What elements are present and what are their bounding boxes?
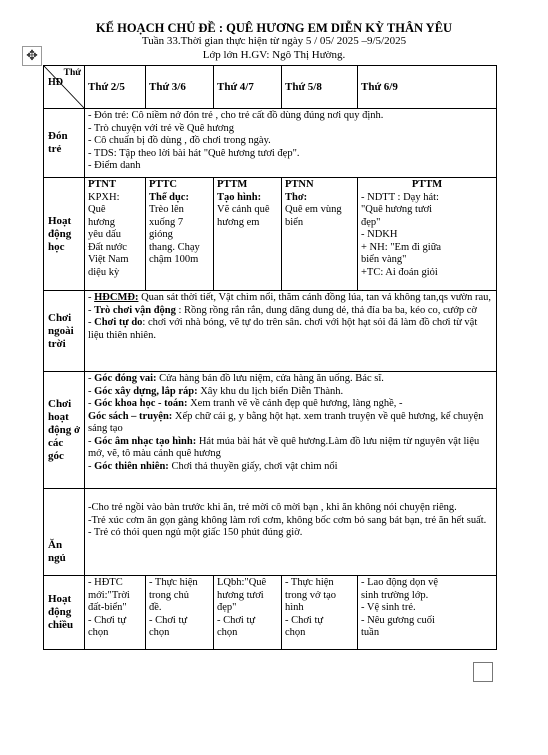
corner-item-text: Xếp chữ cái g, y bằng hột hạt. xem tranh truyện về quê hương, kể chuyện sáng tạo [88,410,484,434]
text-line: Việt Nam [88,254,129,265]
text-line: - NDKH [361,229,398,240]
row-label-hoat-dong-chieu: Hoạt động chiều [44,576,85,650]
text-line: - Lao động dọn vệ [361,577,438,588]
text-line: hình [285,602,304,613]
text-line: đất-biển" [88,602,127,613]
row-an-ngu [44,489,497,576]
corner-item-text: Xem tranh vẽ về cảnh đẹp quê hương, làng nghề, - [187,398,403,409]
corner-bottom-label: HĐ [48,77,63,88]
text-line: "Quê hương tươi [361,204,433,215]
corner-cell [44,66,85,109]
text-line: - Đón trẻ: Cô niềm nở đón trẻ , cho trẻ cất đồ dùng đúng nơi quy định. [88,110,384,121]
text-line: - Trẻ có thói quen ngủ một giấc 150 phút đúng giờ. [88,527,303,538]
text-line: Quê [88,204,106,215]
corner-item-text: Xây khu du lịch biển Diễn Thành. [197,385,344,397]
row-label-choi-ngoai-troi: Chơi ngoài trời [44,291,85,372]
text-line: - TDS: Tập theo lời bài hát "Quê hương tươi đẹp". [88,147,300,159]
text-line: - Cô chuẩn bị đồ dùng , đồ chơi trong ngày. [88,135,271,146]
day-header-tue: Thứ 3/6 [146,66,214,109]
hdh-cell-fri [358,178,497,291]
plan-table [43,65,497,650]
corner-item: - Góc khoa học - toán: Xem tranh vẽ về cảnh đẹp quê hương, làng nghề, - [88,398,403,409]
subject-sub: Thể dục: [149,191,189,203]
row-choi-ngoai-troi [44,291,497,372]
text-line: +TC: Ai đoán giỏi [361,266,438,278]
choi-ngoai-troi-content [85,291,497,372]
chieu-cell-mon [85,576,146,650]
text-line: - Chơi tự [285,614,324,626]
an-ngu-content [85,489,497,576]
text-line: Vẽ cảnh quê [217,204,270,215]
hdcmd-line: - HĐCMĐ: Quan sát thời tiết, Vật chìm nổi, thăm cánh đồng lúa, tan vả không tan,qs vườn rau, [88,292,491,303]
text-line: trong vở tạo [285,589,337,601]
text-line: đẹp" [361,216,381,228]
text-line: gióng [149,229,173,240]
subject-code: PTTM [411,179,443,190]
text-line: LQbh:"Quê [217,577,267,588]
text-line: -Cho trẻ ngồi vào bàn trước khi ăn, trẻ mời cô mời bạn , khi ăn không nói chuyện riêng. [88,502,457,513]
hdcmd-text: Quan sát thời tiết, Vật chìm nổi, thăm cánh đồng lúa, tan vả không tan,qs vườn rau, [138,292,491,303]
chieu-cell-wed [214,576,282,650]
corner-item-text: Cửa hàng bán đồ lưu niệm, cửa hàng ăn uống. Bác sĩ. [156,373,384,384]
text-line: - Thực hiện [285,577,334,588]
corner-item: - Góc thiên nhiên: Chơi thả thuyền giấy, chơi vật chìm nổi [88,460,338,472]
text-line: tuần [361,627,380,638]
text-line: hương tươi [217,589,264,601]
choi-goc-content [85,372,497,489]
corner-item: - Góc xây dựng, lắp ráp: Xây khu du lịch biển Diễn Thành. [88,385,344,397]
ctd-label: Chơi tự do [94,317,143,328]
corner-item-label: Góc đóng vai: [94,373,157,384]
chieu-cell-tue [146,576,214,650]
corner-item-text: Chơi thả thuyền giấy, chơi vật chìm nổi [168,460,338,472]
text-line: hương [88,216,115,228]
table-resize-handle[interactable] [473,662,493,682]
day-header-thu: Thứ 5/8 [282,66,358,109]
table-header-row [44,66,497,109]
day-header-fri: Thứ 6/9 [358,66,497,109]
corner-item-text: Hát múa bài hát về quê hương.Làm đồ lưu niệm từ nguyên vật liệu mở, vẽ, tô màu cảnh quê hương [88,435,480,459]
text-line: - HĐTC [88,577,123,588]
chieu-cell-fri [358,576,497,650]
subject-code: PTNN [285,179,314,190]
corner-item [88,411,493,436]
text-line: - Điểm danh [88,160,141,171]
text-line: - Chơi tự [149,614,188,626]
text-line: xuống 7 [149,216,184,228]
hdh-cell-wed [214,178,282,291]
text-line: biển vàng" [361,254,407,265]
corner-item: - Góc đóng vai: Cửa hàng bán đồ lưu niệm, cửa hàng ăn uống. Bác sĩ. [88,373,384,384]
text-line: đề. [149,602,162,613]
subject-sub: Tạo hình: [217,191,262,203]
corner-item-label: Góc xây dựng, lắp ráp: [94,385,198,397]
text-line: hương em [217,216,260,228]
text-line: chậm 100m [149,254,199,265]
ctd-line: - Chơi tự do: chơi với nhà bóng, vẽ tự do trên sân. chơi với hột hạt sỏi đá làm đồ chơi từ vật liệu thiên nhiên. [88,317,478,341]
row-label-choi-goc: Chơi hoạt động ở các góc [44,372,85,489]
chieu-cell-thu [282,576,358,650]
tcvd-label: Trò chơi vận động [94,304,176,316]
text-line: - Chơi tự [217,614,256,626]
text-line: trong chủ [149,589,189,601]
week-info: Tuần 33.Thời gian thực hiện từ ngày 5 / 05/ 2025 –9/5/2025 [141,35,407,47]
hdh-cell-mon [85,178,146,291]
text-line: Trèo lên [149,204,184,215]
text-line: diệu kỳ [88,266,120,278]
table-move-handle-icon[interactable]: ✥ [22,46,42,66]
hdh-cell-thu [282,178,358,291]
text-line: chọn [285,627,306,638]
subject-sub: Thơ: [285,191,308,203]
text-line: - Thực hiện [149,577,198,588]
row-label-an-ngu: Ăn ngủ [44,489,85,576]
text-line: - Nêu gương cuối [361,614,435,626]
tcvd-text: : Rồng rồng rắn rắn, dung dăng dung dẻ, thả đỉa ba ba, kéo co, cướp cờ [175,304,477,316]
hdcmd-label: HĐCMĐ: [94,292,139,303]
text-line: KPXH: [88,191,120,203]
row-hoat-dong-chieu [44,576,497,650]
text-line: yêu dấu [88,229,121,240]
text-line: Đất nước [88,241,127,253]
subject-code: PTTC [149,179,178,190]
row-label-hoat-dong-hoc: Hoạt động học [44,178,85,291]
corner-item-label: Góc thiên nhiên: [94,460,169,472]
plan-title: KẾ HOẠCH CHỦ ĐỀ : QUÊ HƯƠNG EM DIỄN KỲ THÂN YÊU [95,21,453,35]
text-line: chọn [149,627,170,638]
text-line: + NH: "Em đi giữa [361,241,442,253]
subject-code: PTTM [217,179,248,190]
row-hoat-dong-hoc [44,178,497,291]
text-line: sinh trường lớp. [361,589,429,601]
text-line: - Vệ sinh trẻ. [361,602,416,613]
row-choi-goc [44,372,497,489]
text-line: -Trẻ xúc cơm ăn gọn gàng không làm rơi cơm, không bốc cơm bỏ sang bát bạn, trẻ ăn hết suất. [88,514,487,526]
corner-item: - Góc âm nhạc tạo hình: Hát múa bài hát về quê hương.Làm đồ lưu niệm từ nguyên vật liệu mở, vẽ, tô màu cảnh quê hương [88,435,480,459]
text-line: - Trò chuyện với trẻ về Quê hương [88,122,234,134]
text-line: - Chơi tự [88,614,127,626]
don-tre-content [85,109,497,178]
text-line: đẹp" [217,602,237,613]
text-line: Quê em vùng [285,204,342,215]
corner-item-label: Góc âm nhạc tạo hình: [94,435,197,447]
corner-top-label: Thứ [63,68,81,78]
ctd-text: : chơi với nhà bóng, vẽ tự do trên sân. chơi với hột hạt sỏi đá làm đồ chơi từ vật liệu thiên nhiên. [88,317,478,341]
row-label-don-tre: Đón trẻ [44,109,85,178]
text-line: thang. Chạy [149,241,200,253]
corner-item-label: Góc sách – truyện: [88,410,173,422]
text-line: mới:"Trời [88,589,130,601]
text-line: chọn [88,627,109,638]
text-line: biển [285,216,304,228]
corner-item-label: Góc khoa học - toán: [94,398,188,409]
row-don-tre [44,109,497,178]
day-header-mon: Thứ 2/5 [85,66,146,109]
class-teacher: Lớp lớn H.GV: Ngô Thị Hường. [202,49,346,61]
text-line: chọn [217,627,238,638]
subject-code: PTNT [88,179,117,190]
hdh-cell-tue [146,178,214,291]
day-header-wed: Thứ 4/7 [214,66,282,109]
text-line: - NDTT : Dạy hát: [361,191,439,203]
tcvd-line: - Trò chơi vận động : Rồng rồng rắn rắn, dung dăng dung dẻ, thả đỉa ba ba, kéo co, cướp cờ [88,304,477,316]
